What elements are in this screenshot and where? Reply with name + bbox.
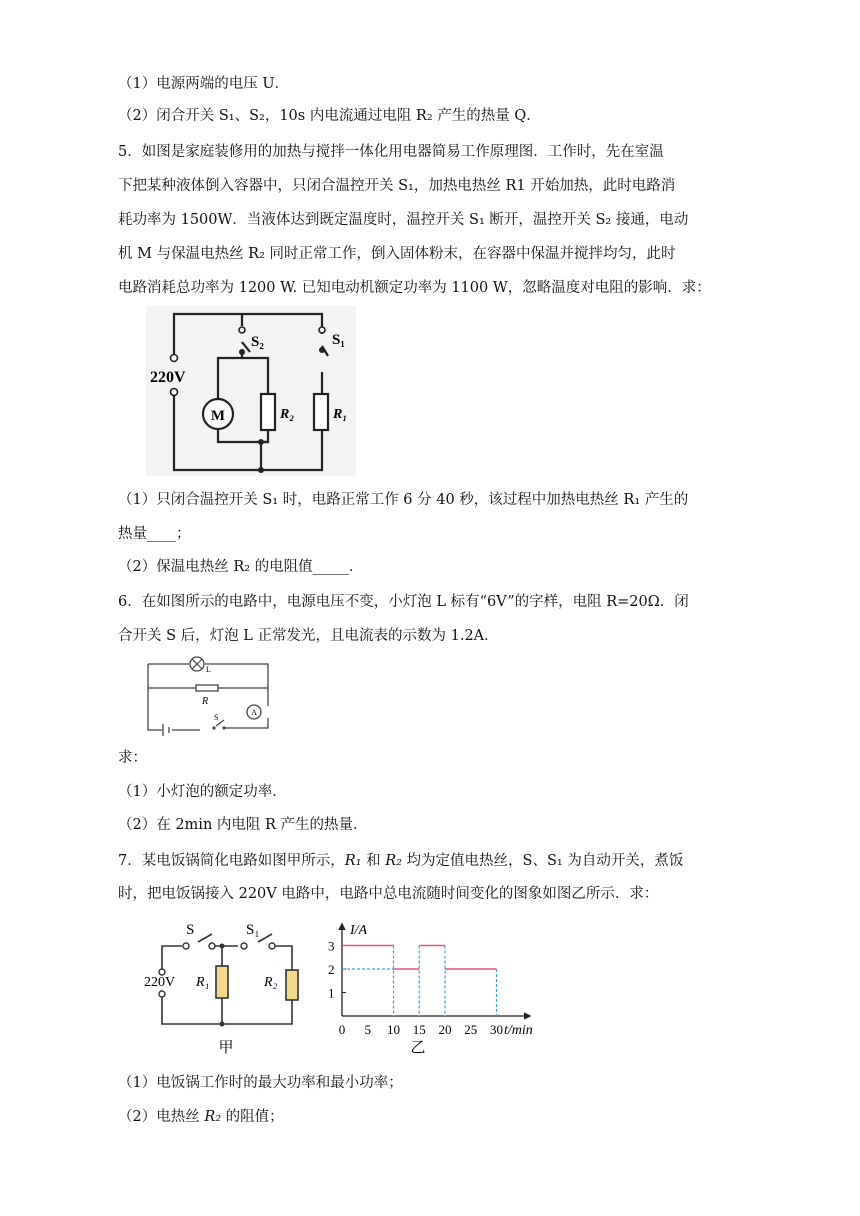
- x-tick-label: 25: [464, 1022, 478, 1037]
- q6-line2: 合开关 S 后，灯泡 L 正常发光，且电流表的示数为 1.2A．: [118, 628, 499, 644]
- fig5-voltage: 220V: [150, 369, 186, 386]
- q6-ask: 求：: [118, 750, 147, 766]
- fig7a-s-label: S: [186, 922, 195, 938]
- q5-sub2: （2）保温电热丝 R₂ 的电阻值_____．: [118, 559, 364, 575]
- fig5-s2-label: S₂: [251, 334, 264, 350]
- q7-sub1: （1）电饭锅工作时的最大功率和最小功率；: [118, 1075, 403, 1091]
- q5-sub1-cont: 热量____；: [118, 526, 191, 542]
- fig7-resistor-r1: [216, 966, 228, 998]
- fig7a-circuit: [142, 920, 312, 1060]
- x-tick-label: 5: [364, 1022, 371, 1037]
- q5-sub1: （1）只闭合温控开关 S₁ 时，电路正常工作 6 分 40 秒，该过程中加热电热丝 R₁ 产生的: [118, 492, 689, 508]
- q6-line1: 6．在如图所示的电路中，电源电压不变，小灯泡 L 标有“6V”的字样，电阻 R=20Ω．闭: [118, 594, 689, 610]
- fig5-r2-label: R₂: [280, 407, 295, 422]
- fig5-s1-label: S₁: [332, 332, 345, 348]
- y-tick-label: 3: [328, 938, 335, 954]
- q7-line2: 时，把电饭锅接入 220V 电路中，电路中总电流随时间变化的图象如图乙所示．求：: [118, 886, 659, 902]
- q6-sub2: （2）在 2min 内电阻 R 产生的热量．: [118, 817, 368, 833]
- fig6-ammeter-label: A: [251, 708, 257, 717]
- x-tick-label: 0: [338, 1022, 346, 1037]
- resistor-r1: [314, 394, 328, 430]
- fig7b-caption: 乙: [410, 1040, 426, 1056]
- q7-sub2-r2: R₂: [204, 1109, 222, 1125]
- q7-text-a: 7．某电饭锅简化电路如图甲所示，: [118, 853, 345, 869]
- q5-line3: 耗功率为 1500W．当液体达到既定温度时，温控开关 S₁ 断开，温控开关 S₂ 接通，电动: [118, 212, 689, 228]
- fig5-motor-label: M: [210, 408, 226, 424]
- x-tick-label: 30: [490, 1022, 503, 1037]
- q7-sub2: [118, 1107, 284, 1127]
- fig7a-caption: 甲: [218, 1040, 234, 1056]
- q7-r1: R₁: [344, 853, 362, 869]
- q7-text-e: 均为定值电热丝，S、S₁ 为自动开关，煮饭: [401, 853, 684, 869]
- y-tick-label: 2: [328, 962, 335, 977]
- q7-text-c: 和: [361, 853, 386, 869]
- x-tick-label: 15: [412, 1022, 426, 1037]
- q7-sub2-c: 的阻值；: [221, 1109, 284, 1125]
- fig6-s-label: S: [214, 713, 219, 722]
- fig5-circuit: [146, 306, 356, 476]
- q7-r2: R₂: [385, 853, 402, 869]
- resistor-r2: [261, 394, 275, 430]
- q6-sub1: （1）小灯泡的额定功率．: [118, 784, 287, 800]
- q5-line2: 下把某种液体倒入容器中，只闭合温控开关 S₁，加热电热丝 R1 开始加热，此时电路消: [118, 178, 676, 194]
- fig7b-ylabel: I/A: [350, 923, 368, 938]
- fig6-circuit: [144, 656, 280, 736]
- q7-sub2-a: （2）电热丝: [118, 1109, 205, 1125]
- q5-line4: 机 M 与保温电热丝 R₂ 同时正常工作，倒入固体粉末，在容器中保温并搅拌均匀，此时: [118, 246, 676, 262]
- q5-line5: 电路消耗总功率为 1200 W. 已知电动机额定功率为 1100 W，忽略温度对电阻的影响．求：: [118, 280, 711, 296]
- fig7-resistor-r2: [286, 970, 298, 1000]
- fig7b-chart: [324, 916, 544, 1062]
- q4-part1: （1）电源两端的电压 U．: [118, 76, 290, 92]
- fig7a-voltage: 220V: [144, 975, 176, 990]
- q7-line1: [118, 851, 683, 871]
- fig6-resistor: [196, 685, 218, 691]
- q5-line1: 5．如图是家庭装修用的加热与搅拌一体化用电器简易工作原理图．工作时，先在室温: [118, 144, 664, 160]
- fig7a-r2-label: R₂: [264, 975, 278, 990]
- fig6-lamp-label: L: [206, 665, 211, 674]
- fig5-r1-label: R₁: [333, 407, 348, 422]
- fig6-r-label: R: [202, 696, 209, 707]
- fig7a-s1-label: S₁: [246, 922, 260, 938]
- fig7a-r1-label: R₁: [196, 975, 210, 990]
- x-tick-label: 10: [387, 1022, 400, 1037]
- q4-part2: （2）闭合开关 S₁、S₂，10s 内电流通过电阻 R₂ 产生的热量 Q．: [118, 108, 541, 124]
- y-tick-label: 1: [328, 985, 335, 1001]
- fig7b-xlabel: t/min: [504, 1023, 533, 1038]
- x-tick-label: 20: [438, 1022, 452, 1037]
